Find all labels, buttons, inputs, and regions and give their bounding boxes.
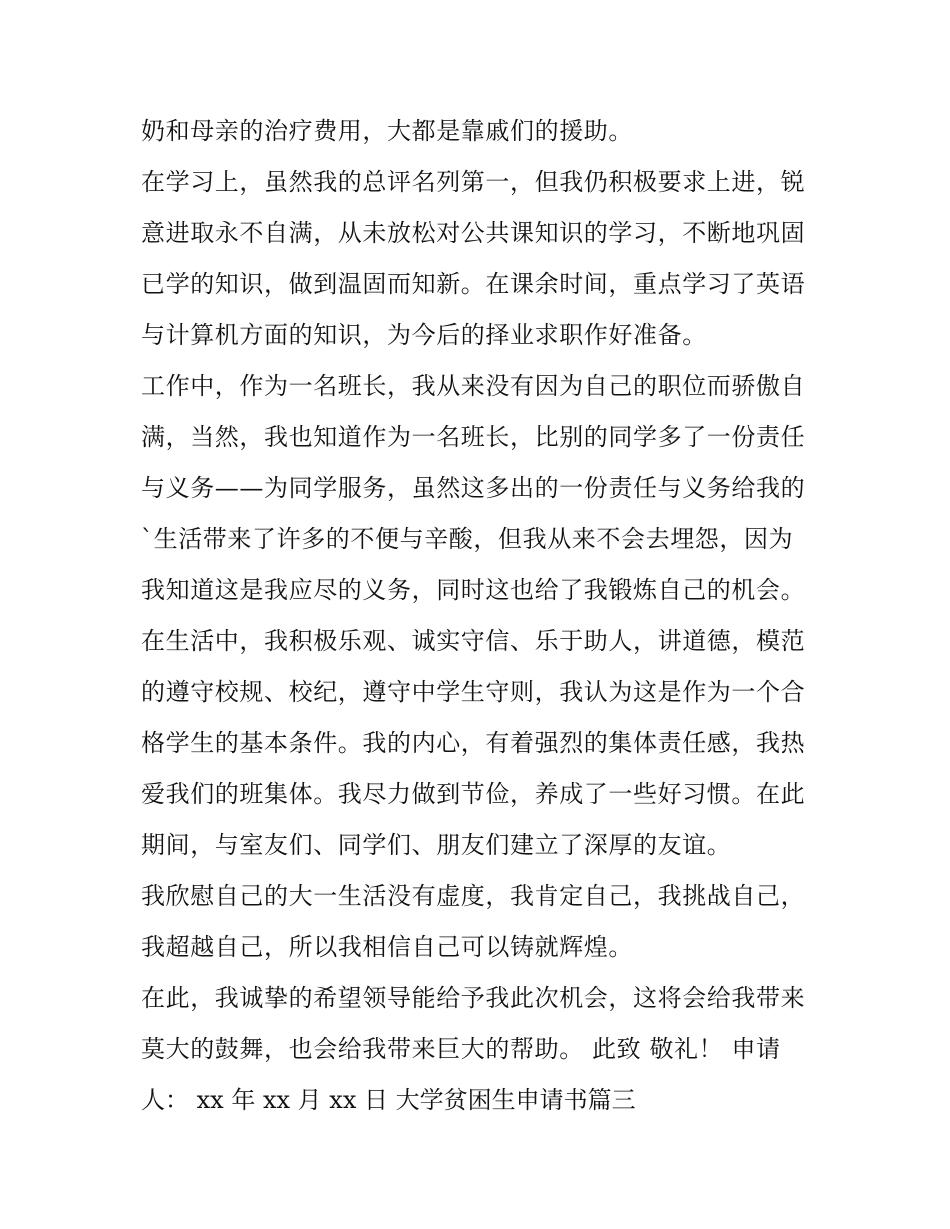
text-line: 的遵守校规、校纪，遵守中学生守则，我认为这是作为一个合 — [141, 678, 806, 706]
text-line: 爱我们的班集体。我尽力做到节俭，养成了一些好习惯。在此 — [141, 780, 806, 808]
text-line: 我知道这是我应尽的义务，同时这也给了我锻炼自己的机会。 — [141, 576, 806, 604]
text-line: 莫大的鼓舞，也会给我带来巨大的帮助。 此致 敬礼！ 申请 — [141, 1035, 781, 1063]
document-body — [141, 106, 816, 1126]
text-line: 与计算机方面的知识，为今后的择业求职作好准备。 — [141, 321, 707, 349]
text-line: 期间，与室友们、同学们、朋友们建立了深厚的友谊。 — [141, 831, 732, 859]
text-line: 格学生的基本条件。我的内心，有着强烈的集体责任感，我热 — [141, 729, 806, 757]
text-line: 在此，我诚挚的希望领导能给予我此次机会，这将会给我带来 — [141, 984, 806, 1012]
text-line: 在学习上，虽然我的总评名列第一，但我仍积极要求上进，锐 — [141, 168, 806, 196]
text-line: 已学的知识，做到温固而知新。在课余时间，重点学习了英语 — [141, 270, 806, 298]
text-line: 我超越自己，所以我相信自己可以铸就辉煌。 — [141, 933, 633, 961]
text-line: 我欣慰自己的大一生活没有虚度，我肯定自己，我挑战自己， — [141, 882, 806, 910]
text-line: 满，当然，我也知道作为一名班长，比别的同学多了一份责任 — [141, 423, 806, 451]
text-line: 在生活中，我积极乐观、诚实守信、乐于助人，讲道德，模范 — [141, 627, 806, 655]
text-line: 工作中，作为一名班长，我从来没有因为自己的职位而骄傲自 — [141, 372, 806, 400]
text-line: 奶和母亲的治疗费用，大都是靠戚们的援助。 — [141, 117, 633, 145]
text-line: 意进取永不自满，从未放松对公共课知识的学习，不断地巩固 — [141, 219, 806, 247]
text-line: 人： xx 年 xx 月 xx 日 大学贫困生申请书篇三 — [141, 1086, 636, 1114]
text-line: 与义务——为同学服务，虽然这多出的一份责任与义务给我的 — [141, 474, 806, 502]
text-line: `生活带来了许多的不便与辛酸，但我从来不会去埋怨，因为 — [141, 525, 794, 553]
